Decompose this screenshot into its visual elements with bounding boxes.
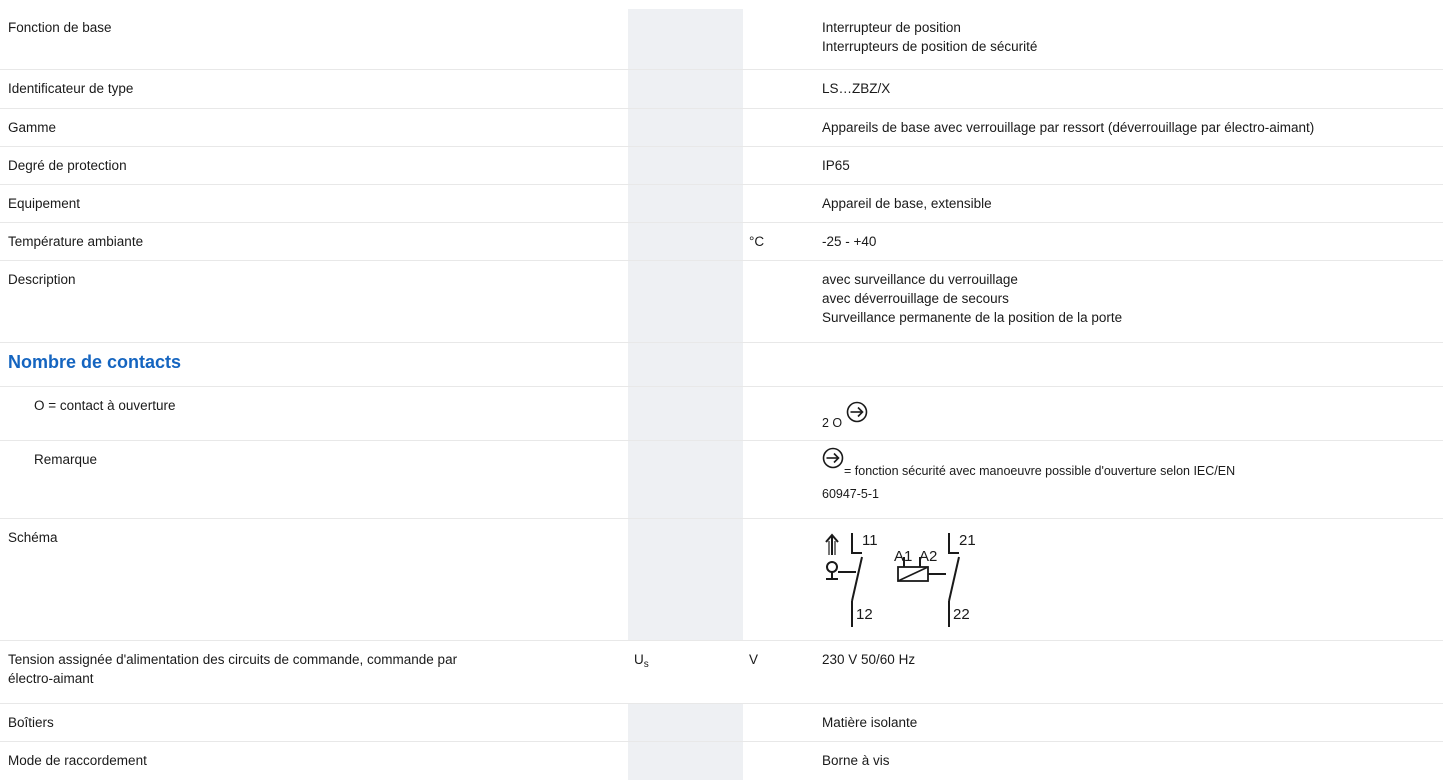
row-value: -25 - +40 bbox=[822, 234, 877, 249]
row-unit bbox=[743, 343, 817, 386]
row-symbol bbox=[628, 387, 743, 440]
row-value bbox=[817, 261, 1443, 342]
positive-opening-icon bbox=[846, 401, 868, 423]
row-symbol bbox=[628, 109, 743, 146]
row-fonction-de-base bbox=[0, 9, 1443, 70]
row-symbol bbox=[628, 185, 743, 222]
remark-text-continued: 60947-5-1 bbox=[822, 487, 879, 501]
row-value: Appareil de base, extensible bbox=[822, 196, 992, 211]
voltage-symbol: U bbox=[634, 652, 644, 667]
row-contacts bbox=[0, 387, 1443, 441]
row-boitiers bbox=[0, 704, 1443, 742]
label-line: électro-aimant bbox=[8, 671, 94, 686]
row-unit bbox=[743, 742, 817, 780]
remark-text: = fonction sécurité avec manoeuvre possible d'ouverture selon IEC/EN bbox=[844, 464, 1236, 478]
row-symbol bbox=[628, 9, 743, 69]
row-label: Gamme bbox=[8, 120, 57, 135]
row-label: Remarque bbox=[34, 452, 98, 467]
row-unit bbox=[743, 519, 817, 640]
row-description bbox=[0, 261, 1443, 343]
row-value: Matière isolante bbox=[822, 715, 918, 730]
wiring-diagram bbox=[822, 531, 1022, 631]
contact-21-22-top bbox=[949, 533, 959, 553]
row-symbol bbox=[628, 441, 743, 518]
contact-11-12-top bbox=[852, 533, 862, 553]
row-gamme bbox=[0, 109, 1443, 147]
contacts-value: 2 O bbox=[822, 416, 843, 430]
row-value bbox=[817, 519, 1443, 640]
terminal-a1-label: A1 bbox=[894, 548, 913, 565]
row-symbol bbox=[628, 70, 743, 108]
row-symbol bbox=[628, 704, 743, 741]
plunger-symbol bbox=[827, 562, 837, 572]
terminal-21-label: 21 bbox=[959, 532, 976, 549]
row-value bbox=[817, 9, 1443, 69]
row-label: Boîtiers bbox=[8, 715, 54, 730]
row-label: O = contact à ouverture bbox=[34, 398, 176, 413]
value-line: Interrupteur de position bbox=[822, 20, 961, 35]
row-label: Mode de raccordement bbox=[8, 753, 147, 768]
value-line: Surveillance permanente de la position de la porte bbox=[822, 310, 1123, 325]
spec-table bbox=[0, 9, 1443, 780]
row-value: Borne à vis bbox=[822, 753, 890, 768]
row-value: 230 V 50/60 Hz bbox=[822, 652, 916, 667]
row-unit bbox=[743, 441, 817, 518]
row-value bbox=[817, 343, 1443, 386]
row-label: Degré de protection bbox=[8, 158, 127, 173]
row-value: Appareils de base avec verrouillage par ressort (déverrouillage par électro-aimant) bbox=[822, 120, 1315, 135]
row-unit bbox=[743, 387, 817, 440]
contact-11-12-blade bbox=[852, 557, 862, 601]
row-unit bbox=[743, 185, 817, 222]
row-section-nombre-de-contacts bbox=[0, 343, 1443, 387]
value-line: Interrupteurs de position de sécurité bbox=[822, 39, 1038, 54]
row-equipement bbox=[0, 185, 1443, 223]
positive-opening-icon bbox=[822, 447, 844, 469]
row-unit bbox=[743, 9, 817, 69]
row-symbol bbox=[628, 641, 743, 703]
row-unit bbox=[743, 704, 817, 741]
row-unit: °C bbox=[749, 234, 765, 249]
row-degre-de-protection bbox=[0, 147, 1443, 185]
row-mode-de-raccordement bbox=[0, 742, 1443, 780]
row-symbol bbox=[628, 223, 743, 260]
row-value: LS…ZBZ/X bbox=[822, 81, 891, 96]
contact-21-22-blade bbox=[949, 557, 959, 601]
row-tension-assignee bbox=[0, 641, 1443, 704]
row-symbol bbox=[628, 147, 743, 184]
row-label: Description bbox=[8, 272, 76, 287]
row-unit bbox=[743, 147, 817, 184]
row-label bbox=[0, 641, 628, 703]
terminal-a2-label: A2 bbox=[919, 548, 938, 565]
row-label: Schéma bbox=[8, 530, 58, 545]
row-schema bbox=[0, 519, 1443, 641]
row-symbol bbox=[628, 343, 743, 386]
label-line: Tension assignée d'alimentation des circuits de commande, commande par bbox=[8, 652, 458, 667]
row-unit bbox=[743, 70, 817, 108]
value-line: avec déverrouillage de secours bbox=[822, 291, 1009, 306]
terminal-22-label: 22 bbox=[953, 606, 970, 623]
row-label: Fonction de base bbox=[8, 20, 112, 35]
row-unit bbox=[743, 109, 817, 146]
row-symbol bbox=[628, 742, 743, 780]
value-line: avec surveillance du verrouillage bbox=[822, 272, 1018, 287]
section-title: Nombre de contacts bbox=[8, 352, 182, 372]
row-value: IP65 bbox=[822, 158, 850, 173]
row-value bbox=[817, 387, 1443, 440]
terminal-11-label: 11 bbox=[862, 532, 878, 549]
row-label: Température ambiante bbox=[8, 234, 144, 249]
row-value bbox=[817, 441, 1443, 518]
terminal-12-label: 12 bbox=[856, 606, 873, 623]
row-unit: V bbox=[749, 652, 759, 667]
row-identificateur-de-type bbox=[0, 70, 1443, 109]
row-remarque bbox=[0, 441, 1443, 519]
voltage-symbol-subscript: s bbox=[643, 659, 649, 670]
row-label: Equipement bbox=[8, 196, 81, 211]
row-label: Identificateur de type bbox=[8, 81, 134, 96]
row-temperature-ambiante bbox=[0, 223, 1443, 261]
row-unit bbox=[743, 261, 817, 342]
row-symbol bbox=[628, 261, 743, 342]
row-symbol bbox=[628, 519, 743, 640]
